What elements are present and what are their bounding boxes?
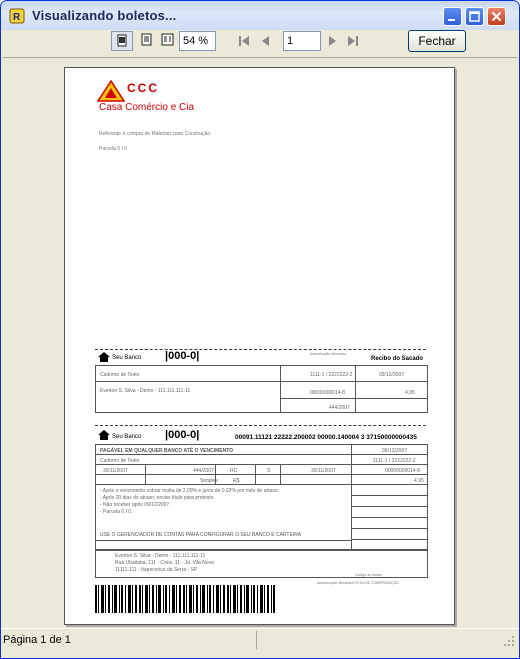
previous-page-icon[interactable]: [259, 34, 273, 48]
document-value: 4,95: [414, 478, 424, 484]
barcode: [95, 585, 275, 613]
instruction-line: - Após 20 dias do atraso, enviar título para protesto.: [100, 495, 215, 501]
fit-width-button[interactable]: [137, 31, 157, 51]
title-bar[interactable]: [1, 1, 519, 30]
bank-code: |000-0|: [165, 350, 200, 362]
mechanical-auth-footer: Autenticação Mecânica FICHA DE COMPENSAÇÃO: [317, 581, 399, 585]
single-page-icon: [112, 32, 132, 50]
cut-line: [95, 349, 426, 350]
first-page-icon[interactable]: [237, 34, 251, 48]
document-date: 30/11/2007: [103, 468, 128, 474]
accept: S: [267, 468, 271, 474]
bank-label: Seu Banco: [112, 355, 142, 361]
our-number: 00000000014-8: [385, 468, 421, 474]
cut-line: [95, 425, 426, 426]
instruction-line: - Após o vencimento cobrar multa de 2,00% e juros de 0,02% por mês de atraso.: [100, 488, 279, 494]
currency: R$: [233, 478, 240, 484]
multi-page-icon: [158, 31, 178, 49]
close-preview-button[interactable]: Fechar: [408, 30, 466, 52]
installment-text: Parcela 0 / 0: [99, 146, 128, 152]
payer-name: Everton S. Silva - Demo - 111.111.111-11: [115, 553, 206, 559]
payer-address: Rua Ubaitaba, 111 - Cons. 11 - Jd. Vila Nova: [115, 560, 214, 566]
instruction-line: - Não receber após 09/12/2007.: [100, 502, 171, 508]
payment-place: PAGÁVEL EM QUALQUER BANCO ATÉ O VENCIMENTO: [100, 448, 234, 454]
agency-code: 1111-1 / 2222222-2: [310, 372, 353, 378]
bank-code: |000-0|: [165, 429, 200, 441]
reference-text: Referente à compra de Materiais para Construção.: [99, 131, 212, 137]
window-title: Visualizando boletos...: [32, 8, 177, 23]
boleto-page: [64, 67, 455, 625]
process-date: 30/11/2007: [311, 468, 336, 474]
barcode-code-label: Código de barras: [355, 573, 382, 577]
company-logo-icon: [97, 80, 125, 102]
agency-code: 1111-1 / 2222222-2: [373, 458, 416, 464]
svg-text:R: R: [13, 12, 21, 23]
receipt-title: Recibo do Sacado: [371, 356, 424, 362]
minimize-button[interactable]: [443, 7, 462, 26]
resize-grip-icon[interactable]: [503, 635, 515, 647]
mechanical-auth-label: Autenticação Mecânica: [310, 352, 347, 356]
preview-area[interactable]: [3, 57, 517, 626]
status-divider: [256, 631, 258, 649]
footer-note: USE O GERENCIADOR DE CONTAS PARA CONFIGURAR O SEU BANCO E CARTEIRA: [100, 532, 302, 538]
toolbar: [3, 30, 517, 55]
two-pages-button[interactable]: [158, 31, 178, 51]
payer-city: 11111-111 - Itapecerica da Serra - SP: [115, 567, 198, 573]
status-bar: [1, 628, 519, 659]
minimize-icon: [444, 8, 461, 25]
payer-name: Everton S. Silva - Demo - 111.111.111-11: [100, 388, 191, 394]
bank-label: Seu Banco: [112, 434, 142, 440]
document-number: 444/2007: [329, 405, 350, 411]
maximize-icon: [466, 8, 483, 25]
zoom-field[interactable]: 54 %: [179, 31, 216, 51]
document-number: 444/2007: [193, 468, 214, 474]
company-short-name: CCC: [127, 81, 159, 95]
single-page-view-button[interactable]: [111, 31, 133, 51]
page-number-field[interactable]: 1: [283, 31, 321, 51]
our-number: 00000000014-8: [310, 390, 346, 396]
instruction-line: - Parcela 0 / 0.: [100, 509, 133, 515]
portfolio: Simples: [200, 478, 218, 484]
next-page-icon[interactable]: [325, 34, 339, 48]
close-icon: [488, 8, 505, 25]
assignor-name: Cadorno de Testo: [100, 372, 140, 378]
report-app-icon: [9, 8, 25, 24]
page-width-icon: [137, 31, 157, 49]
digitable-line: 00091.11121 22222.200002 00000.140004 3 37150000000435: [235, 434, 417, 441]
last-page-icon[interactable]: [346, 34, 360, 48]
close-window-button[interactable]: [487, 7, 506, 26]
document-value: 4,95: [405, 390, 415, 396]
maximize-button[interactable]: [465, 7, 484, 26]
bank-house-icon: [97, 430, 111, 440]
due-date: 09/12/2007: [382, 448, 408, 454]
species: RC: [230, 468, 238, 474]
due-date: 09/12/2007: [379, 372, 405, 378]
assignor-name: Cadorno de Testo: [100, 458, 140, 464]
page-status: Página 1 de 1: [3, 634, 71, 646]
company-name: Casa Comércio e Cia: [99, 102, 195, 113]
bank-house-icon: [97, 352, 111, 362]
